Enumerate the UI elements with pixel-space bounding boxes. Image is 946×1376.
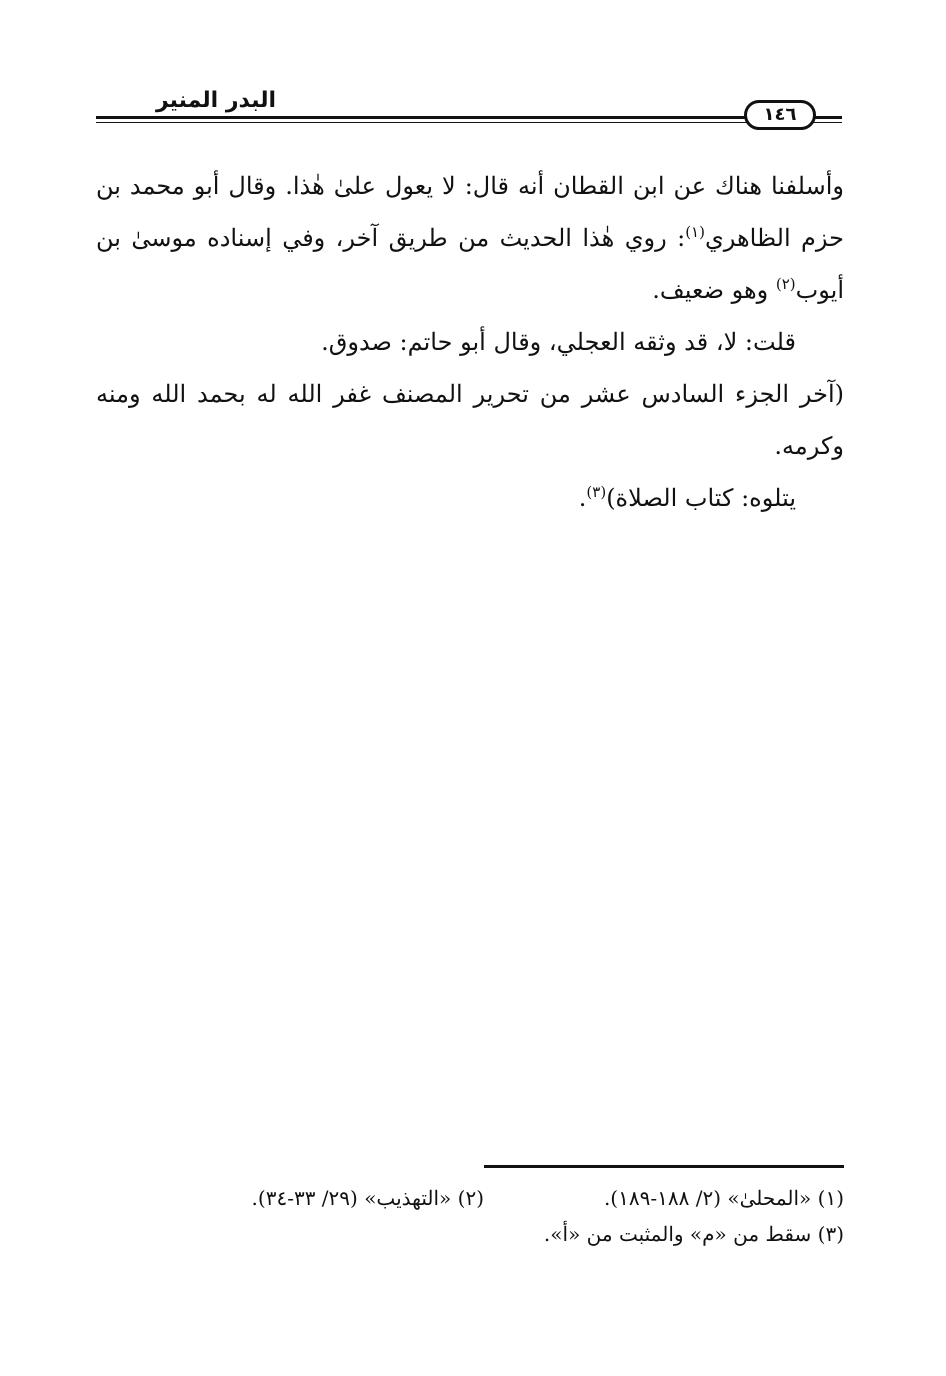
paragraph-1-end: وهو ضعيف. — [652, 276, 776, 304]
paragraph-1 — [96, 160, 844, 316]
footnote-ref-1: (١) — [685, 223, 705, 241]
running-title: البدر المنير — [155, 88, 276, 113]
paragraph-3: (آخر الجزء السادس عشر من تحرير المصنف غفر الله له بحمد الله ومنه وكرمه. — [96, 380, 844, 460]
main-text — [96, 160, 844, 524]
header-rule-thick — [96, 116, 748, 119]
page-header — [96, 84, 842, 134]
header-rule-right-thick — [812, 116, 842, 119]
paragraph-4-end: . — [578, 484, 587, 512]
header-rule-right-thin — [812, 122, 842, 123]
page-number: ١٤٦ — [744, 100, 816, 130]
header-rule-thin — [96, 122, 748, 123]
footnote-separator — [484, 1165, 844, 1168]
footnote-row-1 — [180, 1180, 844, 1216]
paragraph-1-continued: : روي هٰذا الحديث من طريق آخر، وفي إسناده موسىٰ بن أيوب — [96, 224, 844, 304]
paragraph-4 — [96, 472, 844, 524]
footnote-1: (١) «المحلىٰ» (٢/ ١٨٨-١٨٩). — [603, 1186, 844, 1210]
footnote-row-2 — [180, 1216, 844, 1252]
footnote-3: (٣) سقط من «م» والمثبت من «أ». — [543, 1222, 844, 1246]
paragraph-2: قلت: لا، قد وثقه العجلي، وقال أبو حاتم: صدوق. — [321, 328, 796, 356]
footnotes — [180, 1180, 844, 1252]
footnote-ref-2: (٢) — [775, 275, 796, 293]
paragraph-4-text: يتلوه: كتاب الصلاة) — [606, 484, 796, 512]
paragraph-1-text: وأسلفنا هناك عن ابن القطان أنه قال: لا يعول علىٰ هٰذا. وقال أبو محمد بن حزم الظاهري — [96, 172, 844, 252]
footnote-ref-3: (٣) — [586, 483, 607, 501]
footnote-2: (٢) «التهذيب» (٢٩/ ٣٣-٣٤). — [251, 1186, 484, 1210]
